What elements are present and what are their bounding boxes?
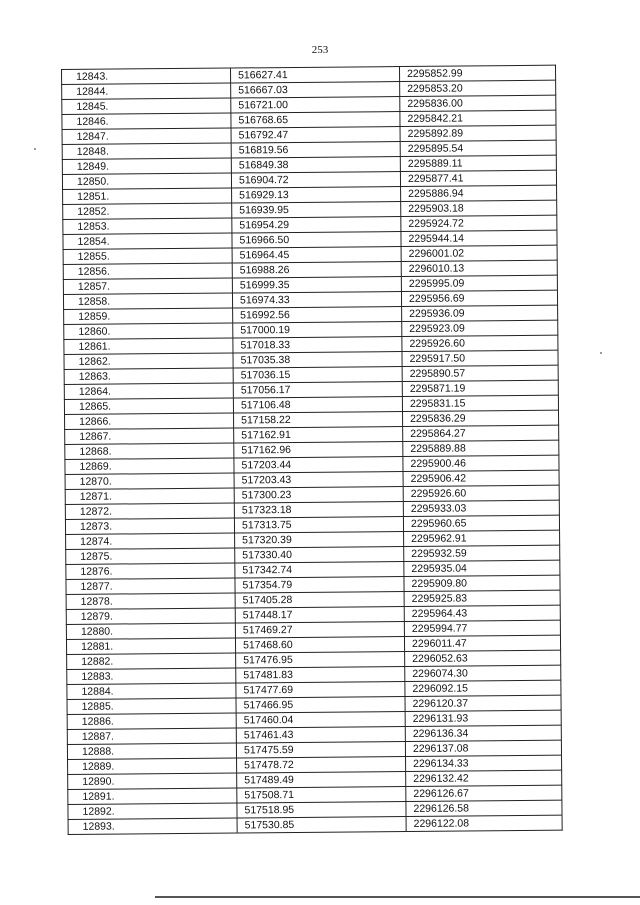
x-coordinate-cell: 516974.33 (232, 292, 401, 308)
point-id-cell: 12849. (62, 158, 231, 174)
x-coordinate-cell: 516792.47 (231, 127, 400, 143)
x-coordinate-cell: 516849.38 (231, 157, 400, 173)
y-coordinate-cell: 2296126.58 (406, 800, 562, 816)
y-coordinate-cell: 2295864.27 (403, 425, 559, 441)
point-id-cell: 12850. (62, 173, 231, 189)
y-coordinate-cell: 2295853.20 (400, 80, 556, 96)
x-coordinate-cell: 517405.28 (235, 592, 404, 608)
y-coordinate-cell: 2295926.60 (403, 485, 559, 501)
point-id-cell: 12884. (67, 683, 236, 699)
y-coordinate-cell: 2296010.13 (401, 260, 557, 276)
point-id-cell: 12891. (68, 788, 237, 804)
point-id-cell: 12867. (65, 428, 234, 444)
y-coordinate-cell: 2295836.29 (403, 410, 559, 426)
y-coordinate-cell: 2295925.83 (404, 590, 560, 606)
y-coordinate-cell: 2296001.02 (401, 245, 557, 261)
point-id-cell: 12875. (66, 548, 235, 564)
x-coordinate-cell: 517466.95 (236, 697, 405, 713)
y-coordinate-cell: 2295962.91 (404, 530, 560, 546)
y-coordinate-cell: 2295900.46 (403, 455, 559, 471)
y-coordinate-cell: 2296137.08 (405, 740, 561, 756)
x-coordinate-cell: 516929.13 (232, 187, 401, 203)
x-coordinate-cell: 516768.65 (231, 112, 400, 128)
point-id-cell: 12845. (62, 98, 231, 114)
x-coordinate-cell: 517476.95 (236, 652, 405, 668)
y-coordinate-cell: 2295964.43 (404, 605, 560, 621)
point-id-cell: 12876. (66, 563, 235, 579)
point-id-cell: 12858. (63, 293, 232, 309)
x-coordinate-cell: 516992.56 (233, 307, 402, 323)
y-coordinate-cell: 2296074.30 (405, 665, 561, 681)
x-coordinate-cell: 516721.00 (231, 97, 400, 113)
x-coordinate-cell: 517158.22 (234, 412, 403, 428)
y-coordinate-cell: 2295842.21 (400, 110, 556, 126)
x-coordinate-cell: 517448.17 (235, 607, 404, 623)
point-id-cell: 12861. (64, 338, 233, 354)
x-coordinate-cell: 517354.79 (235, 577, 404, 593)
x-coordinate-cell: 517489.49 (237, 772, 406, 788)
coordinate-table (61, 65, 563, 835)
y-coordinate-cell: 2295926.60 (402, 335, 558, 351)
point-id-cell: 12843. (62, 68, 231, 84)
point-id-cell: 12848. (62, 143, 231, 159)
y-coordinate-cell: 2296126.67 (406, 785, 562, 801)
coordinate-table-body (62, 65, 563, 834)
point-id-cell: 12885. (67, 698, 236, 714)
y-coordinate-cell: 2295924.72 (401, 215, 557, 231)
y-coordinate-cell: 2296011.47 (404, 635, 560, 651)
y-coordinate-cell: 2295917.50 (402, 350, 558, 366)
x-coordinate-cell: 517018.33 (233, 337, 402, 353)
y-coordinate-cell: 2295871.19 (402, 380, 558, 396)
point-id-cell: 12872. (65, 503, 234, 519)
y-coordinate-cell: 2296134.33 (406, 755, 562, 771)
point-id-cell: 12854. (63, 233, 232, 249)
point-id-cell: 12888. (67, 743, 236, 759)
y-coordinate-cell: 2295923.09 (402, 320, 558, 336)
y-coordinate-cell: 2296092.15 (405, 680, 561, 696)
point-id-cell: 12851. (63, 188, 232, 204)
point-id-cell: 12890. (68, 773, 237, 789)
y-coordinate-cell: 2296132.42 (406, 770, 562, 786)
y-coordinate-cell: 2295889.11 (400, 155, 556, 171)
point-id-cell: 12857. (63, 278, 232, 294)
y-coordinate-cell: 2295886.94 (401, 185, 557, 201)
x-coordinate-cell: 517203.44 (234, 457, 403, 473)
x-coordinate-cell: 516939.95 (232, 202, 401, 218)
y-coordinate-cell: 2295933.03 (403, 500, 559, 516)
y-coordinate-cell: 2296122.08 (406, 815, 562, 831)
point-id-cell: 12856. (63, 263, 232, 279)
x-coordinate-cell: 517323.18 (234, 502, 403, 518)
y-coordinate-cell: 2295936.09 (402, 305, 558, 321)
point-id-cell: 12879. (66, 608, 235, 624)
x-coordinate-cell: 516904.72 (231, 172, 400, 188)
coordinate-table-container (61, 65, 563, 835)
x-coordinate-cell: 517469.27 (235, 622, 404, 638)
y-coordinate-cell: 2295836.00 (400, 95, 556, 111)
x-coordinate-cell: 517056.17 (233, 382, 402, 398)
x-coordinate-cell: 517300.23 (234, 487, 403, 503)
y-coordinate-cell: 2295877.41 (400, 170, 556, 186)
x-coordinate-cell: 517477.69 (236, 682, 405, 698)
x-coordinate-cell: 517468.60 (235, 637, 404, 653)
x-coordinate-cell: 517320.39 (235, 532, 404, 548)
point-id-cell: 12855. (63, 248, 232, 264)
x-coordinate-cell: 517518.95 (237, 802, 406, 818)
point-id-cell: 12886. (67, 713, 236, 729)
x-coordinate-cell: 517330.40 (235, 547, 404, 563)
y-coordinate-cell: 2295906.42 (403, 470, 559, 486)
x-coordinate-cell: 517035.38 (233, 352, 402, 368)
page-number: 253 (311, 44, 329, 56)
x-coordinate-cell: 517203.43 (234, 472, 403, 488)
x-coordinate-cell: 517460.04 (236, 712, 405, 728)
point-id-cell: 12874. (66, 533, 235, 549)
x-coordinate-cell: 517530.85 (237, 817, 406, 833)
y-coordinate-cell: 2296052.63 (405, 650, 561, 666)
point-id-cell: 12870. (65, 473, 234, 489)
y-coordinate-cell: 2296120.37 (405, 695, 561, 711)
point-id-cell: 12859. (64, 308, 233, 324)
point-id-cell: 12860. (64, 323, 233, 339)
x-coordinate-cell: 517342.74 (235, 562, 404, 578)
table-row (68, 815, 562, 834)
point-id-cell: 12877. (66, 578, 235, 594)
point-id-cell: 12863. (64, 368, 233, 384)
y-coordinate-cell: 2295944.14 (401, 230, 557, 246)
scan-edge-line (155, 896, 640, 898)
point-id-cell: 12862. (64, 353, 233, 369)
x-coordinate-cell: 517000.19 (233, 322, 402, 338)
y-coordinate-cell: 2295935.04 (404, 560, 560, 576)
y-coordinate-cell: 2295932.59 (404, 545, 560, 561)
point-id-cell: 12868. (65, 443, 234, 459)
point-id-cell: 12880. (66, 623, 235, 639)
x-coordinate-cell: 517478.72 (237, 757, 406, 773)
x-coordinate-cell: 517162.91 (234, 427, 403, 443)
y-coordinate-cell: 2295890.57 (402, 365, 558, 381)
y-coordinate-cell: 2295831.15 (402, 395, 558, 411)
point-id-cell: 12892. (68, 803, 237, 819)
x-coordinate-cell: 516988.26 (232, 262, 401, 278)
point-id-cell: 12893. (68, 818, 237, 834)
x-coordinate-cell: 517461.43 (236, 727, 405, 743)
point-id-cell: 12883. (67, 668, 236, 684)
x-coordinate-cell: 516966.50 (232, 232, 401, 248)
point-id-cell: 12887. (67, 728, 236, 744)
x-coordinate-cell: 516627.41 (230, 67, 399, 83)
y-coordinate-cell: 2295995.09 (401, 275, 557, 291)
point-id-cell: 12871. (65, 488, 234, 504)
y-coordinate-cell: 2296131.93 (405, 710, 561, 726)
point-id-cell: 12853. (63, 218, 232, 234)
point-id-cell: 12852. (63, 203, 232, 219)
point-id-cell: 12881. (66, 638, 235, 654)
y-coordinate-cell: 2295903.18 (401, 200, 557, 216)
y-coordinate-cell: 2295895.54 (400, 140, 556, 156)
point-id-cell: 12847. (62, 128, 231, 144)
x-coordinate-cell: 517036.15 (233, 367, 402, 383)
point-id-cell: 12846. (62, 113, 231, 129)
point-id-cell: 12869. (65, 458, 234, 474)
y-coordinate-cell: 2295909.80 (404, 575, 560, 591)
point-id-cell: 12844. (62, 83, 231, 99)
y-coordinate-cell: 2295956.69 (401, 290, 557, 306)
scan-speck (34, 148, 36, 150)
y-coordinate-cell: 2295994.77 (404, 620, 560, 636)
y-coordinate-cell: 2295889.88 (403, 440, 559, 456)
y-coordinate-cell: 2295960.65 (403, 515, 559, 531)
y-coordinate-cell: 2295852.99 (399, 65, 555, 81)
point-id-cell: 12878. (66, 593, 235, 609)
x-coordinate-cell: 516964.45 (232, 247, 401, 263)
point-id-cell: 12866. (65, 413, 234, 429)
point-id-cell: 12873. (65, 518, 234, 534)
x-coordinate-cell: 516667.03 (231, 82, 400, 98)
scan-speck (600, 352, 602, 354)
point-id-cell: 12865. (64, 398, 233, 414)
x-coordinate-cell: 516999.35 (232, 277, 401, 293)
x-coordinate-cell: 516954.29 (232, 217, 401, 233)
point-id-cell: 12864. (64, 383, 233, 399)
x-coordinate-cell: 517313.75 (234, 517, 403, 533)
y-coordinate-cell: 2296136.34 (405, 725, 561, 741)
y-coordinate-cell: 2295892.89 (400, 125, 556, 141)
x-coordinate-cell: 517475.59 (236, 742, 405, 758)
point-id-cell: 12882. (67, 653, 236, 669)
x-coordinate-cell: 517508.71 (237, 787, 406, 803)
x-coordinate-cell: 517106.48 (233, 397, 402, 413)
point-id-cell: 12889. (68, 758, 237, 774)
x-coordinate-cell: 516819.56 (231, 142, 400, 158)
x-coordinate-cell: 517481.83 (236, 667, 405, 683)
x-coordinate-cell: 517162.96 (234, 442, 403, 458)
